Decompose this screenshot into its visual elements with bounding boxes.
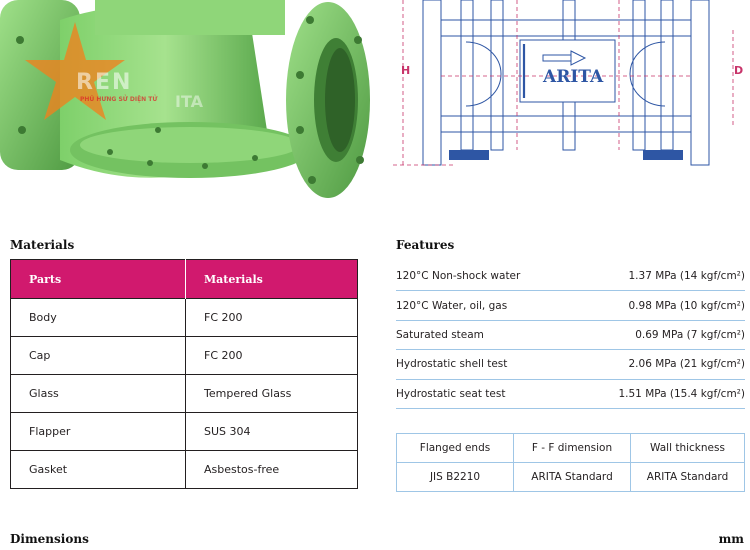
standards-table bbox=[396, 433, 745, 492]
watermark-tagline: PHÚ HƯNG SỬ DIỆN TỬ bbox=[80, 96, 158, 103]
materials-table bbox=[10, 259, 358, 489]
dimensions-unit: mm bbox=[718, 532, 744, 546]
feature-label: 120°C Water, oil, gas bbox=[396, 299, 508, 312]
part-name: Gasket bbox=[11, 451, 186, 489]
part-material: Tempered Glass bbox=[186, 375, 358, 413]
product-photo bbox=[0, 0, 370, 200]
col-header-parts: Parts bbox=[11, 260, 186, 299]
feature-row bbox=[396, 380, 745, 409]
ff-dimension-value: ARITA Standard bbox=[514, 463, 631, 492]
flanged-ends-value: JIS B2210 bbox=[397, 463, 514, 492]
col-header-wall-thickness: Wall thickness bbox=[631, 434, 745, 463]
materials-heading: Materials bbox=[10, 238, 75, 252]
drawing-brand-label: ARITA bbox=[543, 67, 604, 87]
feature-label: Hydrostatic seat test bbox=[396, 387, 506, 400]
table-row bbox=[11, 413, 358, 451]
feature-label: Hydrostatic shell test bbox=[396, 358, 508, 371]
part-name: Flapper bbox=[11, 413, 186, 451]
feature-label: Saturated steam bbox=[396, 328, 484, 341]
part-material: FC 200 bbox=[186, 299, 358, 337]
wall-thickness-value: ARITA Standard bbox=[631, 463, 745, 492]
watermark-logo-fragment: ITA bbox=[175, 92, 204, 111]
features-heading: Features bbox=[396, 238, 455, 252]
part-name: Cap bbox=[11, 337, 186, 375]
valve-technical-drawing bbox=[393, 0, 750, 175]
col-header-materials: Materials bbox=[186, 260, 358, 299]
part-name: Body bbox=[11, 299, 186, 337]
feature-row bbox=[396, 350, 745, 379]
col-header-flanged-ends: Flanged ends bbox=[397, 434, 514, 463]
materials-header-row bbox=[11, 260, 358, 299]
feature-value: 1.37 MPa (14 kgf/cm²) bbox=[628, 270, 745, 283]
feature-row bbox=[396, 291, 745, 320]
part-material: FC 200 bbox=[186, 337, 358, 375]
valve-drawing-graphic bbox=[393, 0, 750, 175]
dimension-h-label: H bbox=[401, 64, 411, 77]
feature-value: 0.69 MPa (7 kgf/cm²) bbox=[635, 328, 745, 341]
features-list bbox=[396, 262, 745, 409]
table-row bbox=[11, 337, 358, 375]
feature-row bbox=[396, 262, 745, 291]
feature-value: 2.06 MPa (21 kgf/cm²) bbox=[628, 358, 745, 371]
dimension-d-label: D bbox=[734, 64, 744, 77]
dimensions-heading: Dimensions bbox=[10, 532, 89, 546]
feature-value: 0.98 MPa (10 kgf/cm²) bbox=[628, 299, 745, 312]
feature-value: 1.51 MPa (15.4 kgf/cm²) bbox=[618, 387, 745, 400]
standards-value-row bbox=[397, 463, 745, 492]
part-name: Glass bbox=[11, 375, 186, 413]
col-header-ff-dimension: F - F dimension bbox=[514, 434, 631, 463]
feature-label: 120°C Non-shock water bbox=[396, 270, 521, 283]
watermark-brand: REN bbox=[76, 70, 133, 95]
table-row bbox=[11, 375, 358, 413]
part-material: SUS 304 bbox=[186, 413, 358, 451]
table-row bbox=[11, 451, 358, 489]
table-row bbox=[11, 299, 358, 337]
feature-row bbox=[396, 321, 745, 350]
part-material: Asbestos-free bbox=[186, 451, 358, 489]
standards-header-row bbox=[397, 434, 745, 463]
